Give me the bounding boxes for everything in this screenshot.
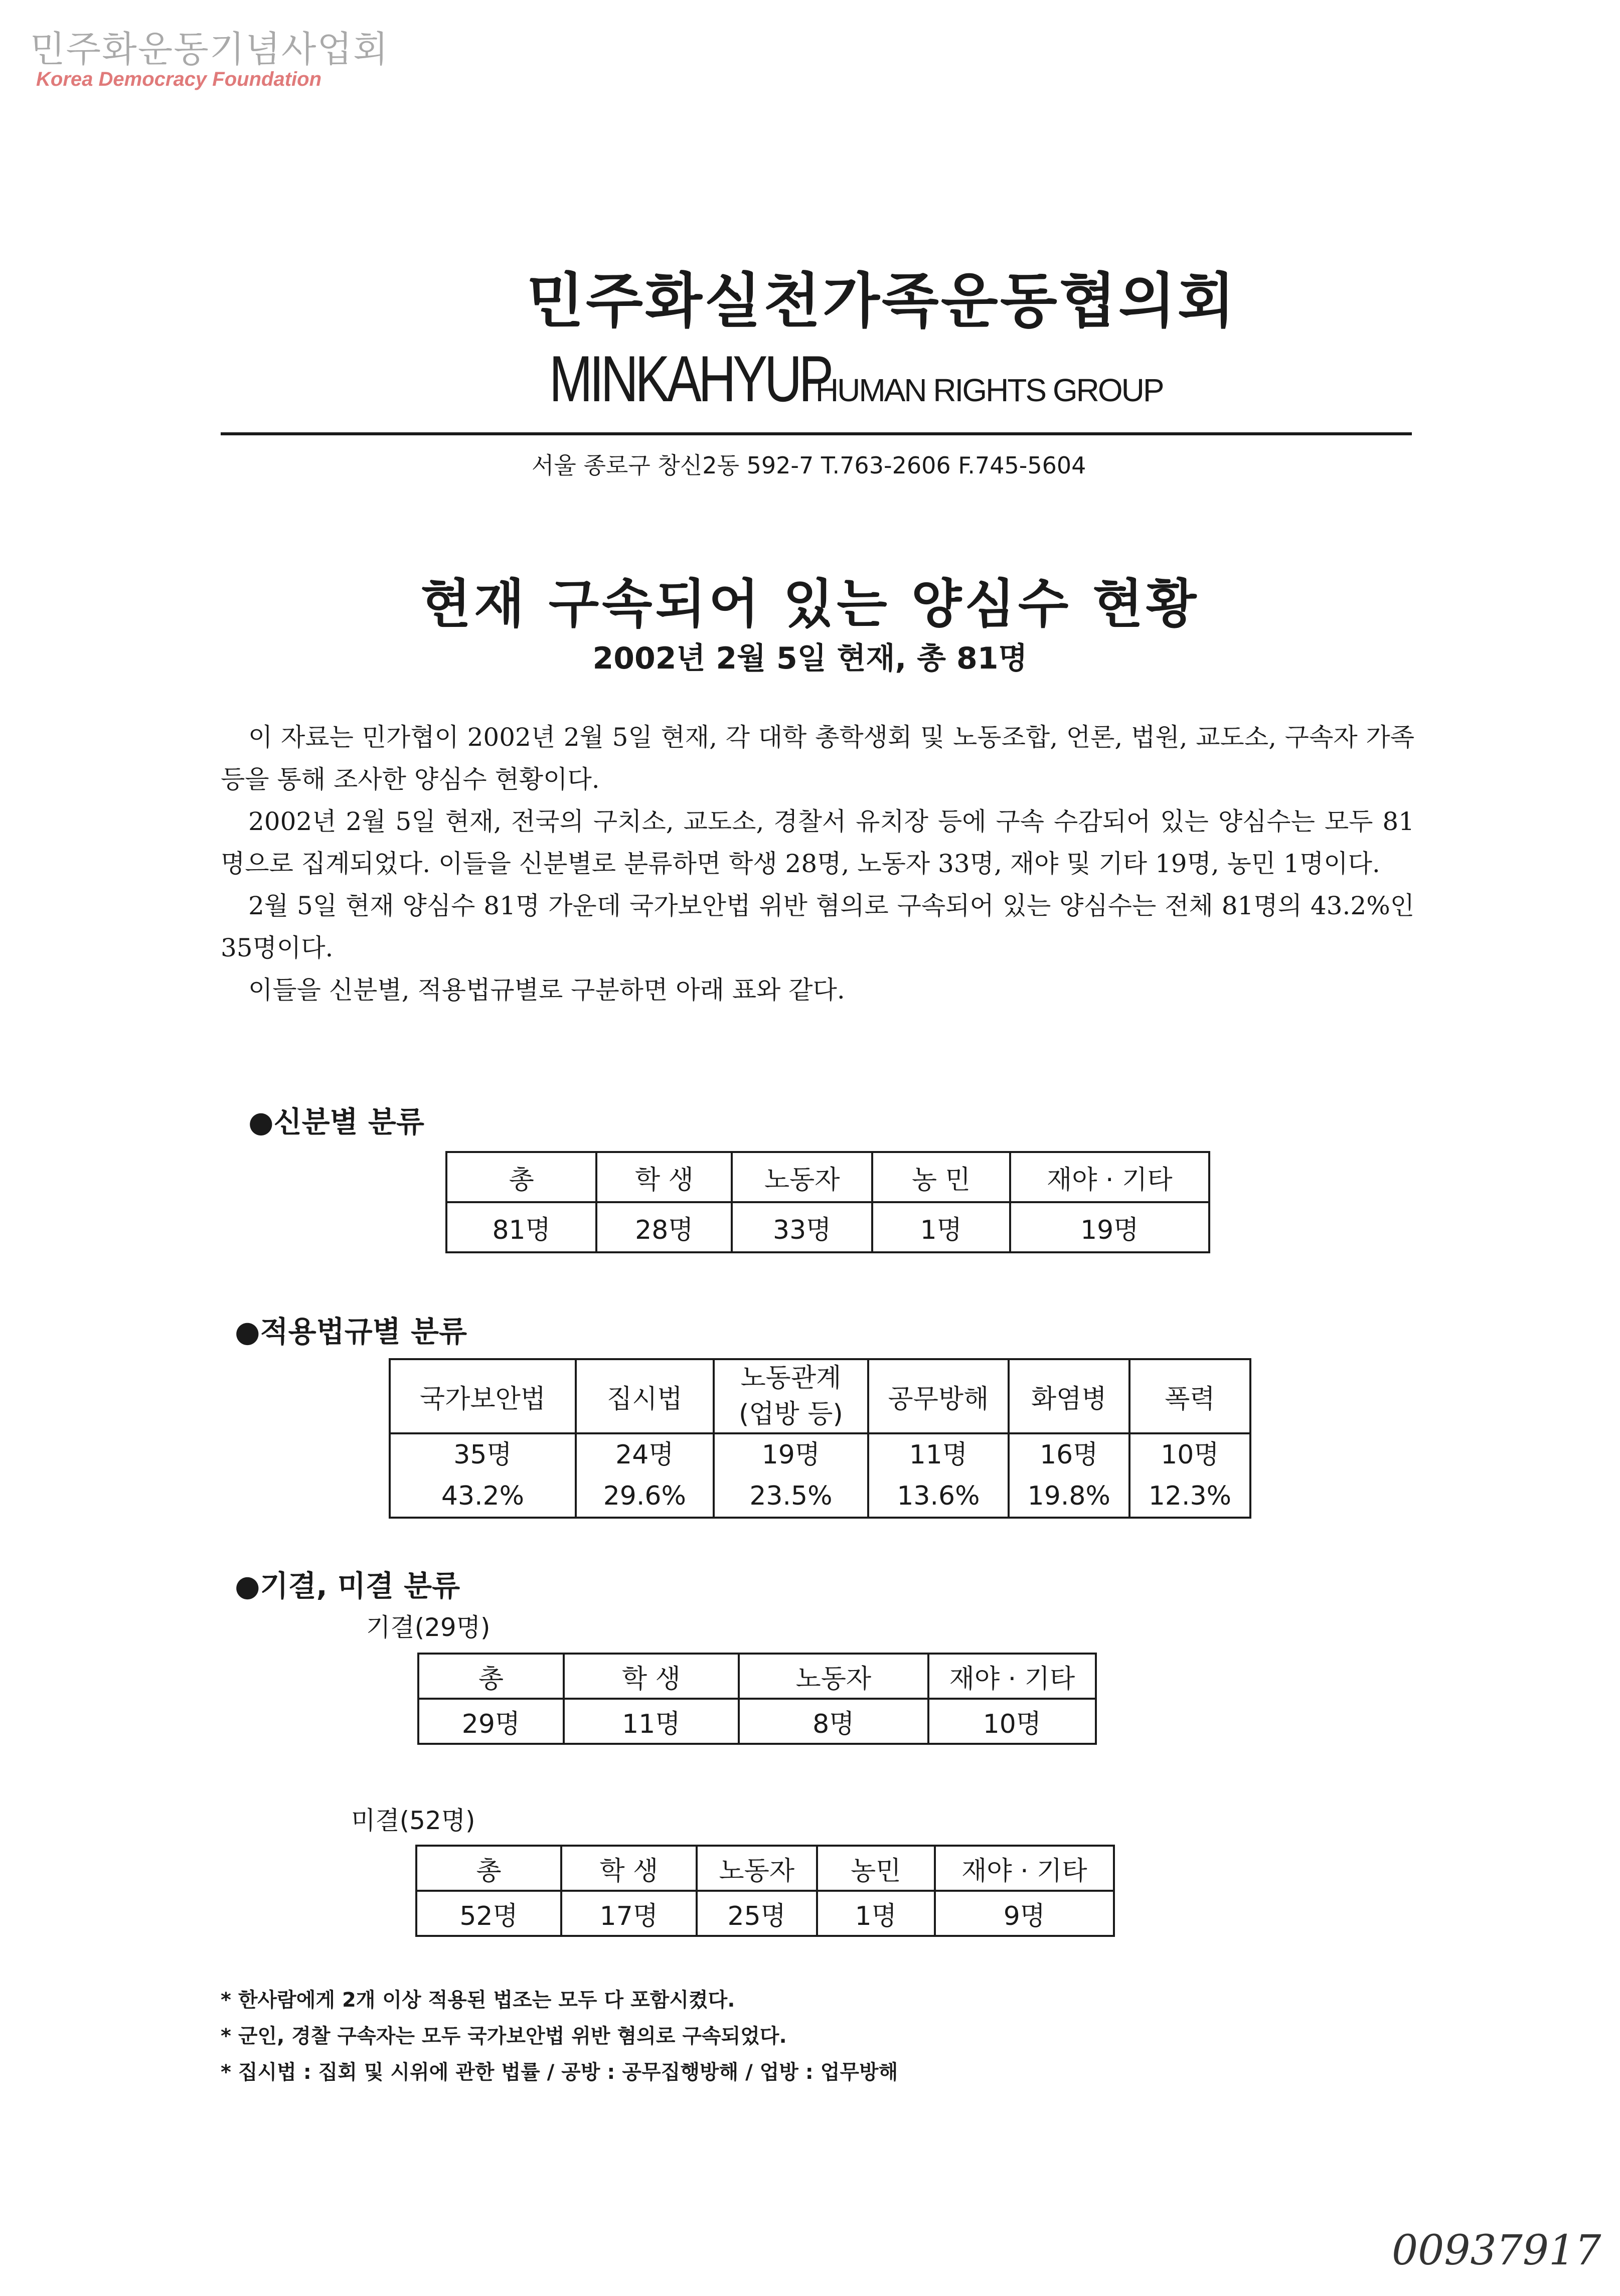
table-header: 재야 · 기타 [928, 1654, 1096, 1699]
percent-value: 12.3% [1148, 1481, 1232, 1511]
paragraph: 이들을 신분별, 적용법규별로 구분하면 아래 표와 같다. [248, 975, 845, 1005]
percent-value: 23.5% [749, 1481, 833, 1511]
table-header: 농민 [817, 1846, 935, 1891]
count-value: 10명 [1161, 1440, 1219, 1470]
org-address: 서울 종로구 창신2동 592-7 T.763-2606 F.745-5604 [532, 452, 1086, 479]
table-cell: 8명 [739, 1699, 928, 1744]
table-header: 국가보안법 [390, 1359, 576, 1433]
count-value: 16명 [1040, 1440, 1098, 1470]
footnote: * 집시법 : 집회 및 시위에 관한 법률 / 공방 : 공무집행방해 / 업방 : 업무방해 [221, 2061, 898, 2084]
table-cell [868, 1433, 1009, 1518]
table-header: 노동자 [732, 1152, 872, 1202]
table-header: 총 [446, 1152, 596, 1202]
org-name-english-small: HUMAN RIGHTS GROUP [815, 372, 1163, 408]
table-cell [714, 1433, 868, 1518]
count-value: 35명 [453, 1440, 512, 1470]
table-header: 폭력 [1129, 1359, 1250, 1433]
table-cell: 52명 [416, 1891, 561, 1936]
table-header: 집시법 [576, 1359, 714, 1433]
percent-value: 29.6% [603, 1481, 686, 1511]
count-value: 19명 [761, 1440, 821, 1470]
pending-table [415, 1845, 1115, 1937]
document-title: 현재 구속되어 있는 양심수 현황 [420, 573, 1200, 634]
decided-table [417, 1653, 1097, 1745]
table-cell: 10명 [928, 1699, 1096, 1744]
percent-value: 19.8% [1027, 1481, 1110, 1511]
table-cell: 11명 [564, 1699, 739, 1744]
table-cell [1009, 1433, 1129, 1518]
section-heading-law: ●적용법규별 분류 [235, 1315, 467, 1349]
watermark-english: Korea Democracy Foundation [36, 68, 322, 90]
table-header: 학 생 [561, 1846, 697, 1891]
table-cell: 25명 [697, 1891, 817, 1936]
table-cell [1129, 1433, 1250, 1518]
watermark-korean: 민주화운동기념사업회 [30, 28, 389, 70]
table-cell: 1명 [872, 1202, 1010, 1252]
pending-label: 미결(52명) [351, 1806, 475, 1835]
paragraph: 2월 5일 현재 양심수 81명 가운데 국가보안법 위반 혐의로 구속되어 있는 양심수는 전체 81명의 43.2%인 35명이다. [221, 891, 1414, 962]
table-header: 재야 · 기타 [935, 1846, 1114, 1891]
table-header: 재야 · 기타 [1010, 1152, 1209, 1202]
table-header-note: (업방 등) [739, 1399, 843, 1429]
count-value: 24명 [615, 1440, 674, 1470]
table-header: 농 민 [872, 1152, 1010, 1202]
org-name-english-big: MINKAHYUP [549, 342, 831, 415]
table-header: 화염병 [1009, 1359, 1129, 1433]
table-cell: 81명 [446, 1202, 596, 1252]
table-header-labor [714, 1359, 868, 1433]
table-header: 노동관계 [740, 1363, 842, 1393]
section-heading-status: ●신분별 분류 [248, 1105, 424, 1139]
section-heading-verdict: ●기결, 미결 분류 [235, 1569, 460, 1603]
archive-number: 00937917 [1392, 2227, 1601, 2274]
table-cell: 17명 [561, 1891, 697, 1936]
letterhead-divider [221, 432, 1412, 435]
footnotes [221, 1982, 898, 2090]
table-header: 학 생 [564, 1654, 739, 1699]
paragraph: 이 자료는 민가협이 2002년 2월 5일 현재, 각 대학 총학생회 및 노동조합, 언론, 법원, 교도소, 구속자 가족 등을 통해 조사한 양심수 현황이다. [221, 723, 1414, 794]
footnote: * 한사람에게 2개 이상 적용된 법조는 모두 다 포함시켰다. [221, 1989, 735, 2012]
table-header: 학 생 [596, 1152, 732, 1202]
percent-value: 43.2% [441, 1481, 525, 1511]
org-name-english [549, 341, 1163, 416]
paragraph: 2002년 2월 5일 현재, 전국의 구치소, 교도소, 경찰서 유치장 등에 구속 수감되어 있는 양심수는 모두 81명으로 집계되었다. 이들을 신분별로 분류하면 학생 28명, 노동자 33명, 재야 및 기타 19명, 농민 1명이다. [221, 807, 1414, 878]
table-cell: 19명 [1010, 1202, 1209, 1252]
table-cell: 1명 [817, 1891, 935, 1936]
table-cell: 29명 [418, 1699, 564, 1744]
table-header: 총 [416, 1846, 561, 1891]
table-header: 노동자 [697, 1846, 817, 1891]
table-cell: 9명 [935, 1891, 1114, 1936]
body-text [221, 716, 1414, 1011]
table-cell [576, 1433, 714, 1518]
table-cell: 28명 [596, 1202, 732, 1252]
org-name-korean: 민주화실천가족운동협의회 [527, 266, 1237, 336]
law-table [389, 1358, 1251, 1519]
table-header: 공무방해 [868, 1359, 1009, 1433]
footnote: * 군인, 경찰 구속자는 모두 국가보안법 위반 혐의로 구속되었다. [221, 2025, 787, 2048]
table-header: 총 [418, 1654, 564, 1699]
decided-label: 기결(29명) [366, 1613, 491, 1642]
count-value: 11명 [909, 1440, 968, 1470]
table-header: 노동자 [739, 1654, 928, 1699]
status-table [445, 1151, 1210, 1253]
percent-value: 13.6% [897, 1481, 980, 1511]
document-subtitle: 2002년 2월 5일 현재, 총 81명 [592, 641, 1028, 676]
table-cell: 33명 [732, 1202, 872, 1252]
table-cell [390, 1433, 576, 1518]
